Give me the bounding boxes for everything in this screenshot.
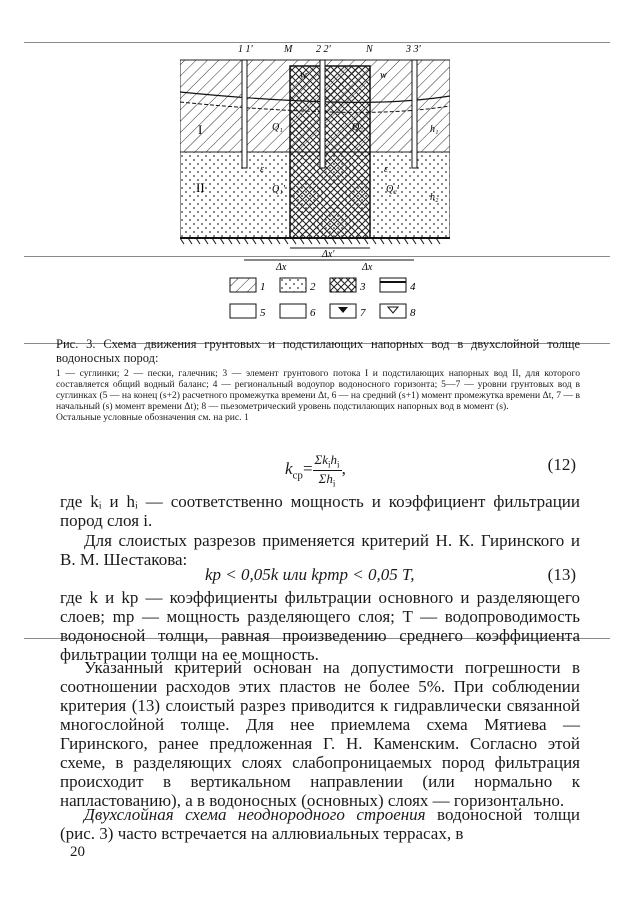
paragraph-5-italic: Двухслойная схема неоднородного строения [84, 805, 426, 824]
caption-note: Остальные условные обозначения см. на рис. 1 [56, 412, 249, 423]
paragraph-5-text: водоносной толщи (рис. 3) часто встречается на аллювиальных террасах, в [60, 805, 581, 843]
caption-legend-text: 1 — суглинки; 2 — пески, галечник; 3 — элемент грунтового потока I и подстилающих напорных вод II, для которого составляется общий водный баланс; 4 — региональный водоупор водоносного горизонта; 5—7 — уровни грунтовых вод в суглинках (5 — на конец (s+2) расчетного промежутка времени Δt, 6 — на средний (s+1) момент промежутка времени Δt, 7 — в начальный (s) момент времени Δt); 8 — пьезометрический уровень подстилающих напорных вод в момент (s). [56, 368, 580, 412]
legend-number: 1 [260, 281, 266, 293]
height-label: h₁ [430, 124, 439, 135]
eq-tail: , [341, 459, 346, 478]
section-label: N [366, 44, 373, 55]
equation-12-number: (12) [547, 455, 576, 474]
legend-number: 2 [310, 281, 316, 293]
eps-label: ε [384, 164, 388, 175]
eq-lhs: k [285, 459, 293, 478]
legend-number: 5 [260, 307, 266, 319]
figure-caption-legend [56, 368, 580, 423]
eq-den-sub: i [332, 478, 336, 489]
eq-num2-sub: i [337, 459, 340, 470]
eq-den: Σh [318, 470, 333, 486]
paragraph-1: где kᵢ и hᵢ — соответственно мощность и коэффициент фильтрации пород слоя i. [60, 492, 580, 530]
eq-num: Σk [314, 452, 329, 467]
dimension-label: Δx [276, 262, 287, 273]
flow-label: Q₁' [272, 184, 285, 195]
infiltration-label: w [380, 70, 387, 81]
eps-label: ε [260, 164, 264, 175]
equation-12: $k_{ср}=$ $\Sigma k_ih_i$ $\Sigma h_i$ , [285, 452, 346, 489]
legend-number: 6 [310, 307, 316, 319]
dimension-label: Δx' [322, 249, 335, 260]
paragraph-4: Указанный критерий основан на допустимости погрешности в соотношении расходов этих пластов не более 5%. При соблюдении критерия (13) слоистый разрез приводится к гидравлически связанной многослойной толще. Для нее приемлема схема Мятиева — Гиринского, ранее предложенная Г. Н. Каменским. Согласно этой схеме, в разделяющих слоях слабопроницаемых пород фильтрация происходит в вертикальном направлении (или нормально к напластованию), а в водоносных (основных) слоях — горизонтально. [60, 658, 580, 810]
dimension-label: Δx [362, 262, 373, 273]
page-number: 20 [70, 844, 85, 860]
legend-number: 3 [360, 281, 366, 293]
paragraph-5 [60, 805, 580, 843]
layer-label: I [198, 122, 203, 137]
legend-number: 8 [410, 307, 416, 319]
eq-num-sub: i [328, 459, 331, 470]
figure-caption-title: Рис. 3. Схема движения грунтовых и подстилающих напорных вод в двухслойной толще водоносных пород: [56, 337, 580, 365]
paragraph-3: где k и kр — коэффициенты фильтрации основного и разделяющего слоев; mр — мощность разделяющего слоя; T — водопроводимость водоносной толщи, равная произведению среднего коэффициента фильтрации толщи на ее мощность. [60, 588, 580, 664]
section-label: 3 3' [406, 44, 421, 55]
section-label: M [284, 44, 293, 55]
eq-num2: h [330, 452, 338, 467]
flow-label: Q₂ [352, 122, 363, 133]
flow-label: Q₂' [386, 184, 399, 195]
layer-label: II [196, 180, 205, 195]
legend-number: 4 [410, 281, 416, 293]
infiltration-label: w [300, 70, 307, 81]
equation-13: kр < 0,05k или kрmр < 0,05 T, [205, 565, 415, 584]
legend-number: 7 [360, 307, 366, 319]
eq-lhs-sub: ср [292, 469, 303, 482]
equation-13-number: (13) [547, 565, 576, 584]
flow-label: Q₁ [272, 122, 283, 133]
paragraph-2: Для слоистых разрезов применяется критерий Н. К. Гиринского и В. М. Шестакова: [60, 531, 580, 569]
section-label: 1 1' [238, 44, 253, 55]
figure-3-diagram [180, 42, 450, 342]
height-label: h₂ [430, 192, 439, 203]
section-label: 2 2' [316, 44, 331, 55]
